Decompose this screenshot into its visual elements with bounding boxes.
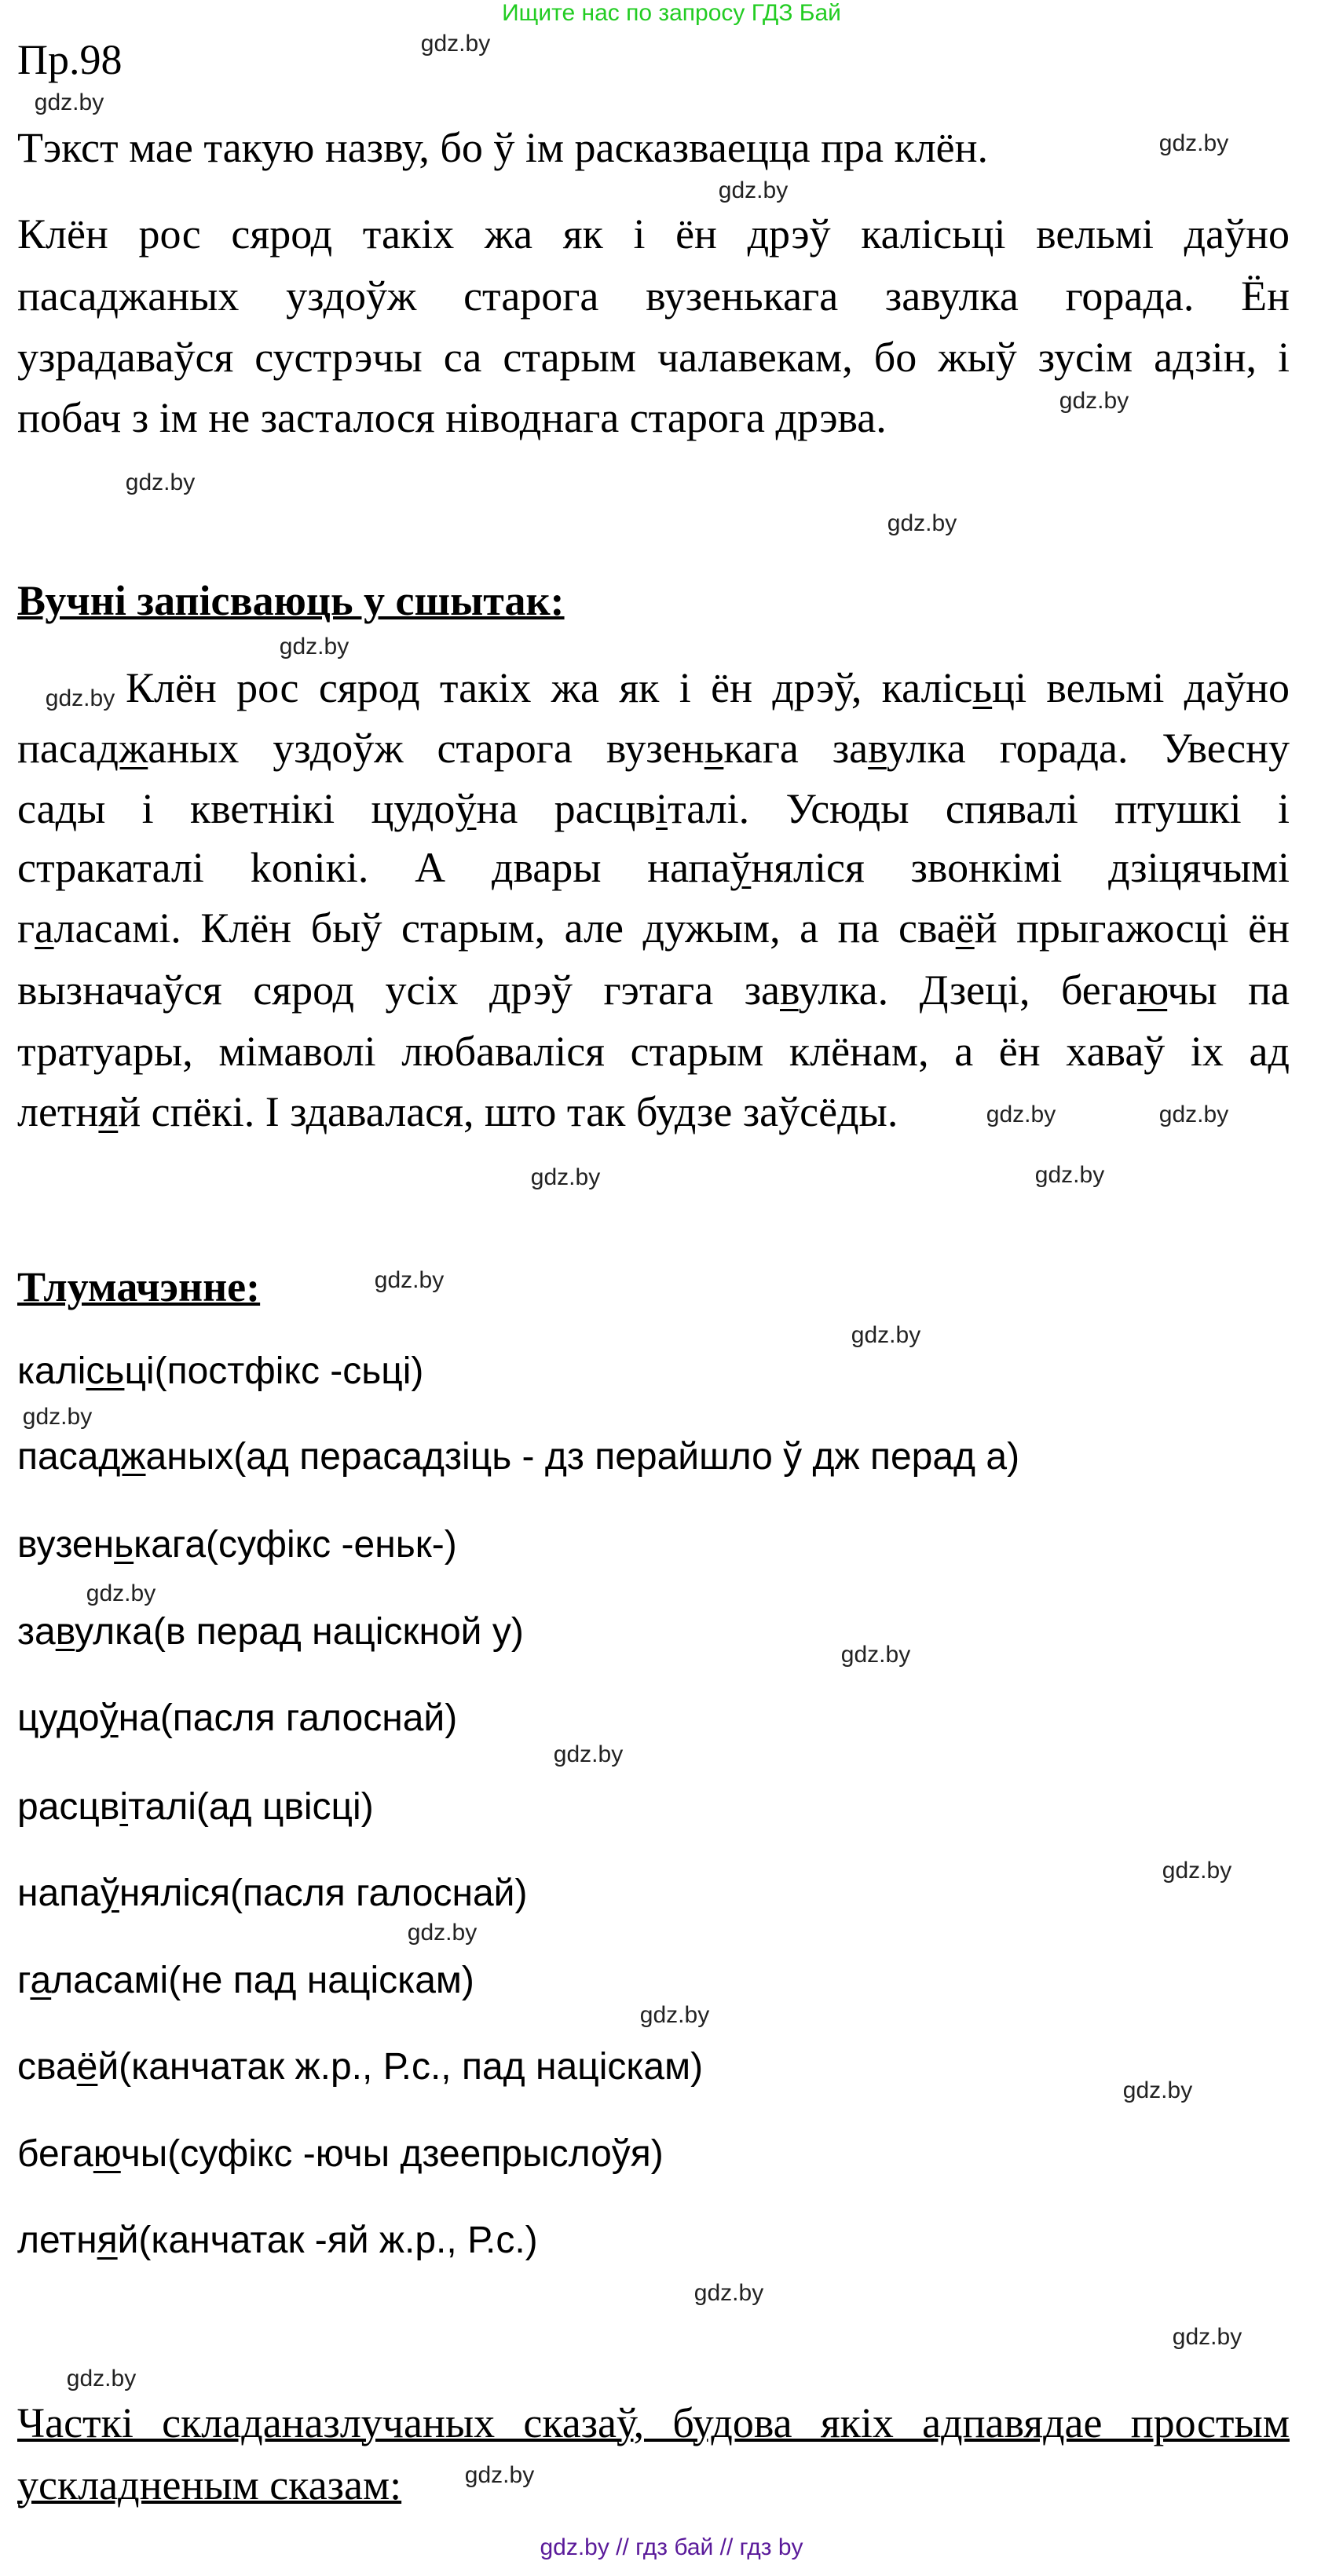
explanation-item	[17, 1350, 423, 1394]
text-segment: улка. Дзеці, бега	[798, 966, 1137, 1014]
text-segment: паса	[17, 725, 97, 772]
text-segment: й(канчатак -яй ж.р., Р.с.)	[117, 2220, 538, 2261]
watermark: gdz.by	[22, 1404, 93, 1430]
watermark: gdz.by	[34, 90, 104, 115]
underlined-letter: ў	[730, 844, 752, 891]
explanation-item	[17, 1785, 374, 1829]
explanation-item	[17, 1435, 1019, 1479]
paragraph-line: узрадаваўся сустрэчы са старым чалавекам, бо жыў зусім адзін, і	[17, 334, 1290, 381]
underlined-letter: і	[119, 1786, 129, 1828]
text-segment: цудо	[17, 1697, 100, 1739]
underlined-letter: в	[55, 1611, 75, 1653]
text-segment: расцв	[17, 1786, 120, 1828]
text-segment: г	[17, 904, 35, 952]
text-segment: стракаталі konікі. А двары напа	[17, 844, 730, 891]
watermark: gdz.by	[86, 1580, 156, 1606]
text-segment: на расцв	[476, 785, 656, 832]
underlined-letter: ю	[93, 2133, 121, 2175]
explanation-item	[17, 2045, 703, 2089]
watermark: gdz.by	[1158, 130, 1229, 156]
underlined-letter: ё	[76, 2046, 98, 2088]
text-segment: тратуары, мімаволі любаваліся старым клёнам, а ён хаваў іх ад	[17, 1028, 1290, 1075]
paragraph-line: побач з ім не засталося ніводнага старога дрэва.	[17, 394, 887, 441]
watermark: gdz.by	[464, 2462, 535, 2488]
paragraph-line: Клён рос сярод такіх жа як і ён дрэў калісьці вельмі даўно	[17, 210, 1290, 258]
underlined-letter: ў	[455, 785, 477, 832]
watermark: gdz.by	[374, 1267, 445, 1293]
text-segment: улка горада. Увесну	[886, 725, 1290, 772]
explanation-item	[17, 1959, 474, 2003]
text-segment: летн	[17, 1088, 99, 1135]
watermark: gdz.by	[840, 1642, 911, 1668]
footer-links: gdz.by // гдз бай // гдз by	[540, 2534, 803, 2560]
answer-line: Тэкст мае такую назву, бо ў ім расказваецца пра клён.	[17, 124, 989, 171]
underlined-letter: в	[780, 966, 799, 1014]
watermark: gdz.by	[718, 177, 789, 203]
watermark: gdz.by	[693, 2280, 764, 2306]
text-segment: талі(ад цвісці)	[128, 1786, 374, 1828]
watermark: gdz.by	[1172, 2324, 1242, 2350]
text-segment: вузен	[17, 1524, 115, 1566]
explanation-item	[17, 2132, 664, 2176]
text-segment: чы(суфікс -ючы дзеепрыслоўя)	[120, 2133, 664, 2175]
text-segment: кага(суфікс -еньк-)	[134, 1524, 457, 1566]
text-segment: г	[17, 1960, 31, 2001]
explanation-item	[17, 1872, 527, 1916]
text-segment: сва	[17, 2046, 77, 2088]
text-segment: аных уздоўж старога вузен	[148, 725, 704, 772]
text-segment: напа	[17, 1873, 101, 1914]
heading-notebook: Вучні запісваюць у сшытак:	[17, 577, 565, 624]
text-segment: й прыгажосці ён	[974, 904, 1290, 952]
text-segment: на(пасля галоснай)	[118, 1697, 458, 1739]
text-segment: няліся(пасля галоснай)	[119, 1873, 528, 1914]
paragraph-line	[17, 785, 1290, 832]
paragraph-line	[17, 966, 1290, 1014]
text-segment: летн	[17, 2220, 97, 2261]
underlined-letter: а	[30, 1960, 52, 2001]
watermark: gdz.by	[66, 2366, 137, 2391]
watermark: gdz.by	[1034, 1162, 1105, 1188]
text-segment: калі	[17, 1350, 86, 1392]
text-segment: ласамі(не пад націскам)	[51, 1960, 474, 2001]
underlined-letter: і	[655, 785, 668, 832]
text-segment: ці(постфікс -сьці)	[124, 1350, 424, 1392]
underlined-letter: сь	[86, 1350, 125, 1392]
explanation-item	[17, 1523, 457, 1567]
text-segment: вызначаўся сярод усіх дрэў гэтага за	[17, 966, 780, 1014]
watermark: gdz.by	[45, 685, 115, 711]
watermark: gdz.by	[1059, 388, 1129, 414]
underlined-letter: ю	[1136, 966, 1168, 1014]
underlined-letter: дж	[97, 725, 148, 772]
heading-parts-line: ускладненым сказам:	[17, 2461, 402, 2508]
heading-parts-line: Часткі складаназлучаных сказаў, будова якіх адпавядае простым	[17, 2399, 1290, 2446]
explanation-item	[17, 1697, 457, 1741]
watermark: gdz.by	[986, 1102, 1056, 1127]
watermark: gdz.by	[887, 510, 957, 536]
paragraph-line	[17, 1088, 1290, 1135]
watermark: gdz.by	[1162, 1858, 1232, 1884]
underlined-letter: ь	[972, 664, 993, 711]
underlined-letter: я	[97, 2220, 118, 2261]
text-segment: паса	[17, 1436, 99, 1478]
paragraph-line	[17, 904, 1290, 952]
underlined-letter: дж	[98, 1436, 146, 1478]
underlined-letter: в	[868, 725, 887, 772]
watermark: gdz.by	[407, 1920, 478, 1946]
underlined-letter: ў	[100, 1873, 119, 1914]
underlined-letter: ь	[704, 725, 724, 772]
paragraph-line	[17, 725, 1290, 772]
watermark: gdz.by	[553, 1741, 624, 1767]
text-segment: талі. Усюды спявалі птушкі і	[667, 785, 1290, 832]
watermark: gdz.by	[639, 2002, 710, 2028]
underlined-letter: ё	[955, 904, 975, 952]
text-segment: й(канчатак ж.р., Р.с., пад націскам)	[97, 2046, 704, 2088]
underlined-letter: ў	[99, 1697, 119, 1739]
text-segment: ласамі. Клён быў старым, але дужым, а па сва	[53, 904, 956, 952]
watermark: gdz.by	[1158, 1102, 1229, 1127]
watermark: gdz.by	[851, 1322, 921, 1348]
text-segment: няліся звонкімі дзіцячымі	[751, 844, 1290, 891]
underlined-letter: я	[98, 1088, 119, 1135]
text-segment: Клён рос сярод такіх жа як і ён дрэў, каліс	[126, 664, 973, 711]
text-segment: улка(в перад націскной у)	[75, 1611, 524, 1653]
explanation-item	[17, 1610, 524, 1654]
exercise-title: Пр.98	[17, 36, 123, 83]
underlined-letter: ь	[114, 1524, 134, 1566]
text-segment: кага за	[723, 725, 869, 772]
underlined-letter: а	[35, 904, 54, 952]
paragraph-line	[17, 844, 1290, 891]
watermark: gdz.by	[279, 634, 349, 660]
text-segment: аных(ад перасадзіць - дз перайшло ў дж перад а)	[145, 1436, 1020, 1478]
watermark: gdz.by	[125, 470, 196, 495]
heading-explanation: Тлумачэнне:	[17, 1263, 261, 1310]
text-segment: сады і кветнікі цудо	[17, 785, 456, 832]
paragraph-line	[17, 1028, 1290, 1075]
search-banner: Ищите нас по запросу ГДЗ Бай	[502, 0, 841, 26]
text-segment: чы па	[1167, 966, 1290, 1014]
watermark: gdz.by	[420, 31, 491, 57]
text-segment: за	[17, 1611, 56, 1653]
watermark: gdz.by	[530, 1164, 601, 1190]
paragraph-line	[126, 664, 1290, 711]
watermark: gdz.by	[1122, 2077, 1193, 2103]
explanation-item	[17, 2219, 538, 2263]
text-segment: й спёкі. І здавалася, што так будзе заўсёды.	[118, 1088, 898, 1135]
text-segment: бега	[17, 2133, 93, 2175]
text-segment: ці вельмі даўно	[992, 664, 1290, 711]
paragraph-line: пасаджаных уздоўж старога вузенькага завулка горада. Ён	[17, 272, 1290, 320]
